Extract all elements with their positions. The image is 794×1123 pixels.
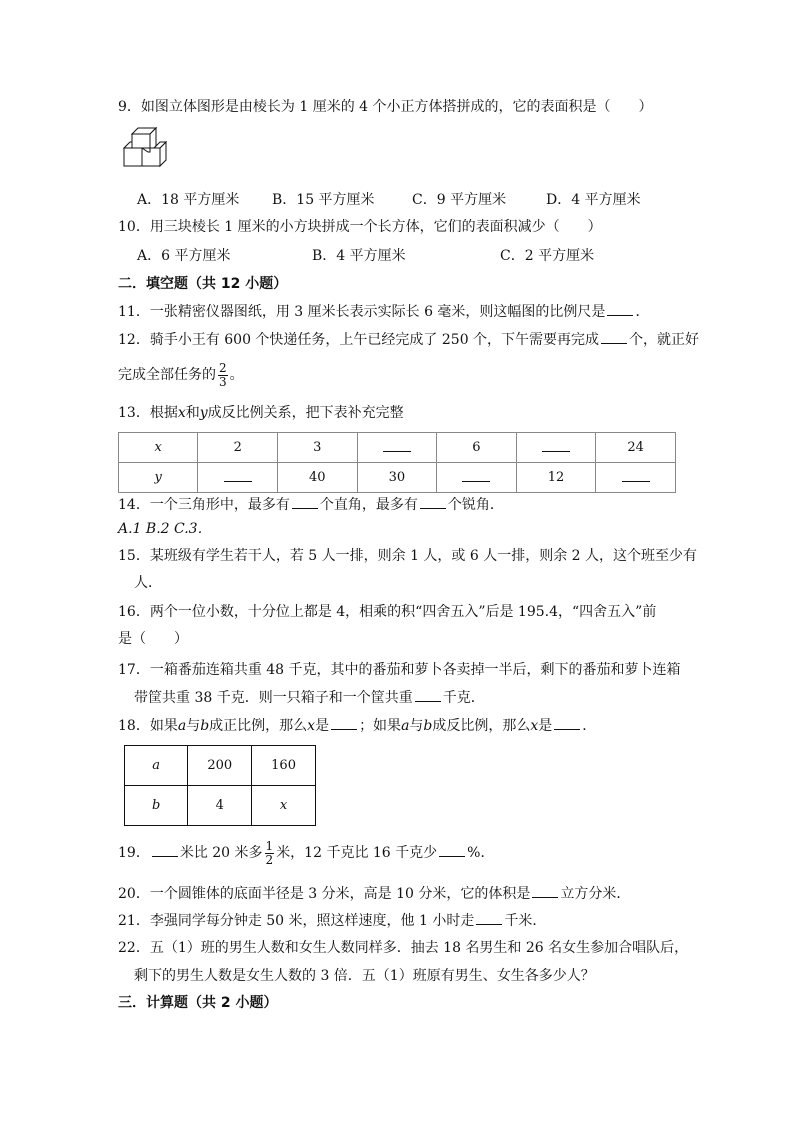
q20-blank[interactable]: [532, 883, 558, 898]
question-10: 10．用三块棱长 1 厘米的小方块拼成一个长方体，它们的表面积减少（ ）: [118, 219, 602, 235]
table-cell: 30: [357, 463, 437, 493]
q14-options: A.1 B.2 C.3．: [118, 521, 212, 537]
q18-table: [124, 745, 316, 826]
table-cell-blank[interactable]: [198, 463, 278, 493]
question-17-line2: 带筐共重 38 千克．则一只箱子和一个筐共重 千克．: [134, 687, 485, 708]
question-16-line1: 16．两个一位小数，十分位上都是 4，相乘的积“四舍五入”后是 195.4，“四舍五入”前: [118, 604, 657, 620]
q11-blank[interactable]: [607, 301, 633, 316]
q9-option-c[interactable]: C．9 平方厘米: [412, 192, 507, 208]
q12-blank[interactable]: [601, 329, 627, 344]
cube-stack-figure: [118, 126, 178, 174]
q18-blank-2[interactable]: [554, 715, 580, 730]
question-20: 20．一个圆锥体的底面半径是 3 分米，高是 10 分米，它的体积是 立方分米．: [118, 883, 630, 904]
fraction-two-thirds: $\frac{2}{3}$: [219, 360, 227, 389]
q14-blank-1[interactable]: [292, 494, 318, 509]
question-18: 18．如果a与b成正比例，那么x是 ；如果a与b成反比例，那么x是 ．: [118, 715, 596, 736]
q19-blank-2[interactable]: [439, 842, 465, 857]
question-11: 11．一张精密仪器图纸，用 3 厘米长表示实际长 6 毫米，则这幅图的比例尺是 ．: [118, 301, 649, 322]
table-cell: 2: [198, 433, 278, 463]
table-cell: x: [252, 786, 316, 826]
table-cell: x: [119, 433, 198, 463]
q9-option-b[interactable]: B．15 平方厘米: [272, 192, 375, 208]
q17-blank[interactable]: [415, 687, 441, 702]
table-cell: 4: [188, 786, 252, 826]
q13-row-x: [119, 433, 676, 463]
q21-blank[interactable]: [476, 910, 502, 925]
q10-option-c[interactable]: C．2 平方厘米: [500, 248, 595, 264]
table-cell-blank[interactable]: [437, 463, 517, 493]
q19-blank-1[interactable]: [152, 842, 178, 857]
section-3-title: 三．计算题（共 2 小题）: [118, 995, 278, 1011]
table-cell: a: [125, 746, 188, 786]
table-cell: b: [125, 786, 188, 826]
question-21: 21．李强同学每分钟走 50 米，照这样速度，他 1 小时走 千米．: [118, 910, 546, 931]
table-cell: 6: [437, 433, 517, 463]
table-cell: 40: [278, 463, 358, 493]
fraction-one-half: $\frac{1}{2}$: [265, 838, 274, 867]
question-12-line1: 12．骑手小王有 600 个快递任务，上午已经完成了 250 个，下午需要再完成 个，就正好: [118, 329, 699, 350]
q18-row-a: [125, 746, 316, 786]
question-9: 9．如图立体图形是由棱长为 1 厘米的 4 个小正方体搭拼成的，它的表面积是（ ）: [118, 99, 653, 115]
q14-blank-2[interactable]: [420, 494, 446, 509]
table-cell: 200: [188, 746, 252, 786]
q9-option-d[interactable]: D．4 平方厘米: [546, 192, 641, 208]
table-cell: 160: [252, 746, 316, 786]
q13-row-y: [119, 463, 676, 493]
question-22-line2: 剩下的男生人数是女生人数的 3 倍．五（1）班原有男生、女生各多少人？: [134, 968, 595, 984]
q18-row-b: [125, 786, 316, 826]
question-14: 14．一个三角形中，最多有 个直角，最多有 个锐角．: [118, 494, 504, 515]
q9-option-a[interactable]: A．18 平方厘米: [137, 192, 240, 208]
table-cell-blank[interactable]: [357, 433, 437, 463]
question-19: 19． 米比 20 米多 $\frac{1}{2}$ 米，12 千克比 16 千克少 %．: [118, 838, 495, 867]
q13-table: [118, 432, 676, 493]
q10-option-b[interactable]: B．4 平方厘米: [312, 248, 406, 264]
q18-blank-1[interactable]: [331, 715, 357, 730]
table-cell: 24: [596, 433, 676, 463]
question-17-line1: 17．一箱番茄连箱共重 48 千克，其中的番茄和萝卜各卖掉一半后，剩下的番茄和萝卜连箱: [118, 662, 681, 678]
table-cell-blank[interactable]: [516, 433, 596, 463]
table-cell: 3: [278, 433, 358, 463]
table-cell: 12: [516, 463, 596, 493]
question-16-line2: 是（ ）: [118, 631, 188, 647]
table-cell-blank[interactable]: [596, 463, 676, 493]
q10-option-a[interactable]: A．6 平方厘米: [137, 248, 231, 264]
question-13: 13．根据x和y成反比例关系，把下表补充完整: [118, 405, 404, 421]
question-12-line2: 完成全部任务的 $\frac{2}{3}$ 。: [118, 360, 244, 389]
section-2-title: 二．填空题（共 12 小题）: [118, 276, 288, 292]
table-cell: y: [119, 463, 198, 493]
question-15-line2: 人．: [134, 575, 162, 591]
question-15-line1: 15．某班级有学生若干人，若 5 人一排，则余 1 人，或 6 人一排，则余 2 人，这个班至少有: [118, 548, 698, 564]
question-22-line1: 22．五（1）班的男生人数和女生人数同样多．抽去 18 名男生和 26 名女生参加合唱队后，: [118, 940, 689, 956]
